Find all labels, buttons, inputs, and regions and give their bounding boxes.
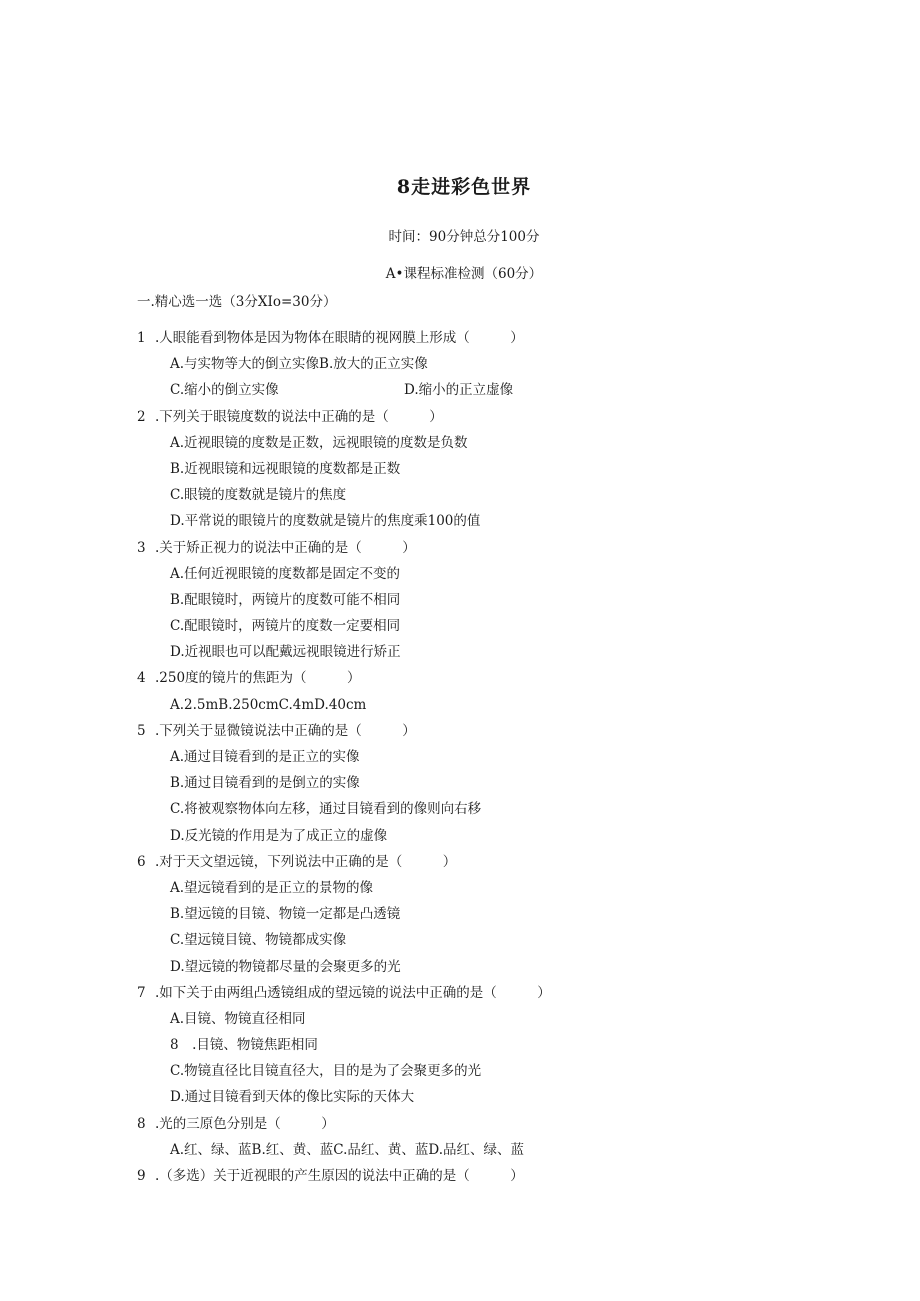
question-3-stem	[137, 535, 837, 561]
question-2-option-b: B.近视眼镜和远视眼镜的度数都是正数	[170, 460, 401, 477]
question-text: .如下关于由两组凸透镜组成的望远镜的说法中正确的是（ ）	[155, 984, 551, 1001]
question-2-option-a: A.近视眼镜的度数是正数，远视眼镜的度数是负数	[170, 434, 468, 451]
question-5-stem	[137, 718, 837, 744]
option-d: D.缩小的正立虚像	[404, 382, 514, 399]
question-text: .（多选）关于近视眼的产生原因的说法中正确的是（ ）	[155, 1168, 524, 1184]
question-3-option-c: C.配眼镜时，两镜片的度数一定要相同	[170, 618, 401, 635]
question-6-stem	[137, 849, 837, 875]
question-number: 6	[137, 853, 146, 870]
question-8-stem	[137, 1111, 837, 1137]
question-5-option-a: A.通过目镜看到的是正立的实像	[170, 749, 360, 765]
question-6-option-b: B.望远镜的目镜、物镜一定都是凸透镜	[170, 906, 401, 923]
part-heading: A•课程标准检测（60分）	[385, 266, 543, 282]
page-title: 8走进彩色世界	[396, 176, 532, 198]
question-2-stem	[137, 404, 837, 430]
exam-time-info: 时间：90分钟总分100分	[388, 229, 540, 245]
question-text: .下列关于眼镜度数的说法中正确的是（ ）	[155, 408, 443, 425]
question-number: 8	[137, 1115, 146, 1132]
question-7-stem	[137, 980, 837, 1006]
question-text: .250度的镜片的焦距为（ ）	[155, 670, 361, 687]
question-number: 2	[137, 408, 146, 425]
question-6-option-c: C.望远镜目镜、物镜都成实像	[170, 932, 347, 949]
question-number: 7	[137, 984, 146, 1001]
question-8-options: A.红、绿、蓝B.红、黄、蓝C.品红、黄、蓝D.品红、绿、蓝	[170, 1141, 525, 1158]
question-6-option-a: A.望远镜看到的是正立的景物的像	[170, 879, 374, 896]
question-9-stem	[137, 1163, 837, 1189]
option-c: C.缩小的倒立实像	[170, 382, 279, 399]
question-text: .人眼能看到物体是因为物体在眼睛的视网膜上形成（ ）	[155, 330, 524, 346]
question-number: 3	[137, 539, 146, 556]
question-text: .关于矫正视力的说法中正确的是（ ）	[155, 539, 416, 556]
question-list	[137, 325, 837, 1189]
question-4-stem	[137, 665, 837, 691]
question-2-option-c: C.眼镜的度数就是镜片的焦度	[170, 487, 347, 504]
question-number: 4	[137, 670, 146, 687]
question-7-option-d: D.通过目镜看到天体的像比实际的天体大	[170, 1089, 415, 1106]
question-text: .下列关于显微镜说法中正确的是（ ）	[155, 722, 416, 739]
question-3-option-d: D.近视眼也可以配戴远视眼镜进行矫正	[170, 644, 401, 661]
section-heading: 一.精心选一选（3分XIo=30分）	[137, 294, 337, 310]
question-5-option-d: D.反光镜的作用是为了成正立的虚像	[170, 827, 388, 844]
question-number: 9	[137, 1168, 146, 1184]
question-1-option-cd	[137, 377, 837, 403]
question-5-option-c: C.将被观察物体向左移，通过目镜看到的像则向右移	[170, 801, 482, 818]
question-number: 1	[137, 330, 146, 346]
question-7-option-a: A.目镜、物镜直径相同	[170, 1010, 306, 1027]
question-text: .对于天文望远镜，下列说法中正确的是（ ）	[155, 853, 457, 870]
question-3-option-a: A.任何近视眼镜的度数都是固定不变的	[170, 565, 401, 582]
question-4-options: A.2.5mB.250cmC.4mD.40cm	[170, 696, 367, 713]
question-7-option-b: 8 .目镜、物镜焦距相同	[170, 1037, 318, 1054]
question-6-option-d: D.望远镜的物镜都尽量的会聚更多的光	[170, 958, 401, 975]
question-3-option-b: B.配眼镜时，两镜片的度数可能不相同	[170, 591, 401, 608]
question-5-option-b: B.通过目镜看到的是倒立的实像	[170, 775, 360, 792]
question-2-option-d: D.平常说的眼镜片的度数就是镜片的焦度乘100的值	[170, 513, 481, 530]
question-1-stem	[137, 325, 837, 351]
question-text: .光的三原色分别是（ ）	[155, 1115, 335, 1132]
question-1-option-ab: A.与实物等大的倒立实像B.放大的正立实像	[170, 356, 428, 373]
question-7-option-c: C.物镜直径比目镜直径大，目的是为了会聚更多的光	[170, 1063, 482, 1080]
question-number: 5	[137, 722, 146, 739]
